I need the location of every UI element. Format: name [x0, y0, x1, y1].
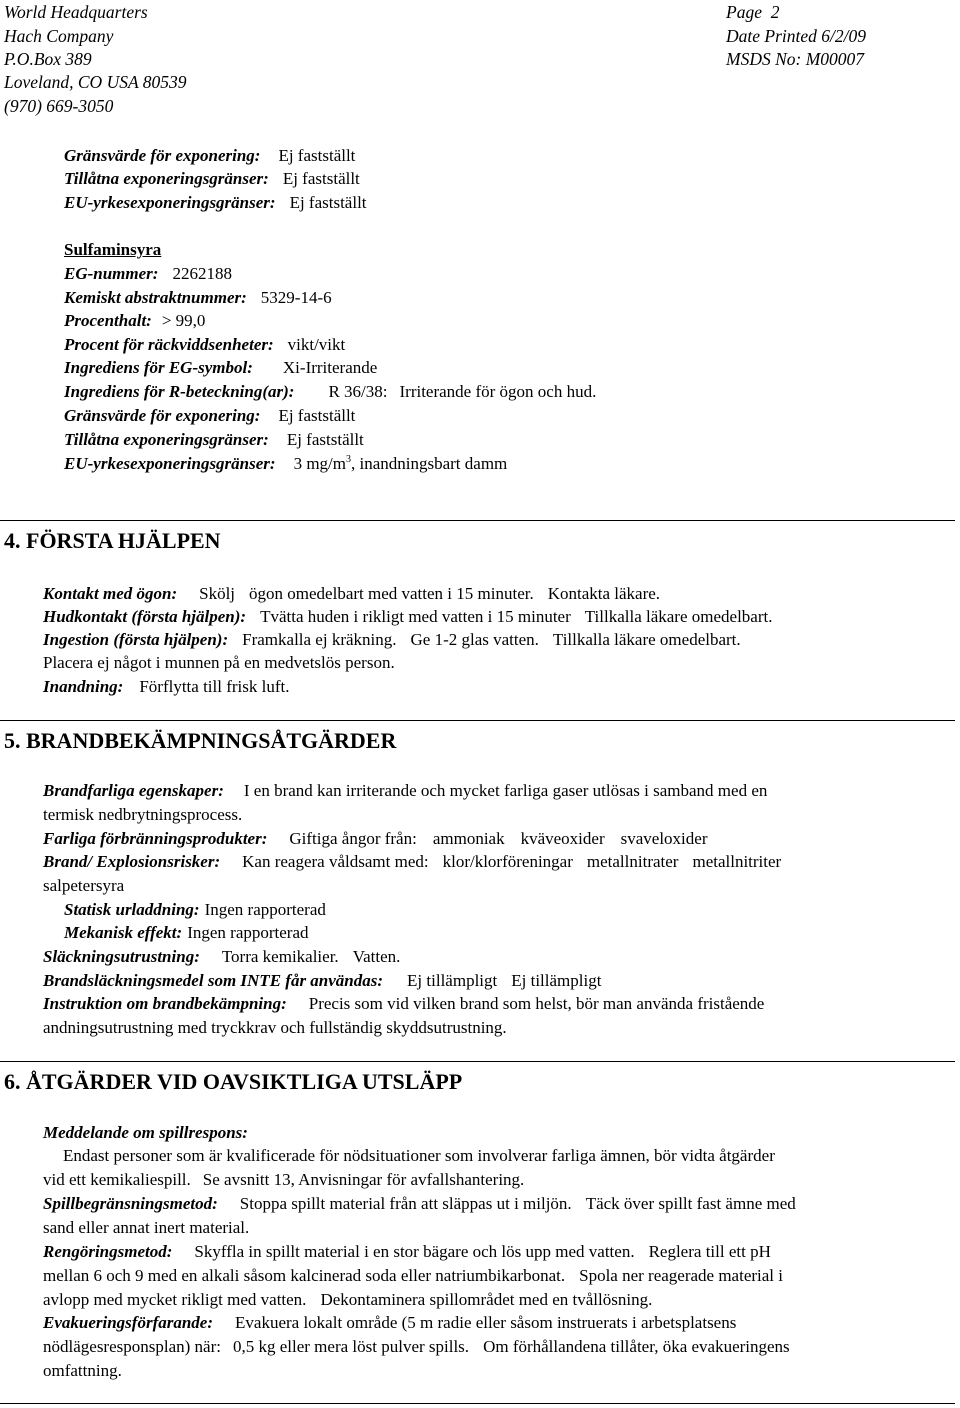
section-divider — [0, 1061, 955, 1062]
inhalation-row: Inandning: Förflytta till frisk luft. — [43, 677, 290, 696]
explosion-hazard-row: Brand/ Explosionsrisker: Kan reagera våldsamt med: klor/klorföreningar metallnitrater metallnitriter — [43, 852, 782, 871]
header-line-3: P.O.Box 389 — [4, 49, 92, 69]
eg-symbol-row: Ingrediens för EG-symbol: Xi-Irriterande — [64, 358, 378, 377]
firefighting-instruction-line-2: andningsutrustning med tryckkrav och fullständig skyddsutrustning. — [43, 1018, 507, 1037]
unsuitable-media-row: Brandsläckningsmedel som INTE får användas: Ej tillämpligt Ej tillämpligt — [43, 971, 602, 990]
header-line-5: (970) 669-3050 — [4, 96, 114, 116]
header-line-4: Loveland, CO USA 80539 — [4, 72, 187, 92]
eu-limit-row: EU-yrkesexponeringsgränser: 3 $mg/m^3$, inandningsbart damm — [64, 454, 508, 473]
skin-contact-row: Hudkontakt (första hjälpen): Tvätta huden i rikligt med vatten i 15 minuter Tillkalla läkare omedelbart. — [43, 607, 773, 626]
r-phrase-row: Ingrediens för R-beteckning(ar): R 36/38: Irriterande för ögon och hud. — [64, 382, 597, 401]
spill-response-line-2: vid ett kemikaliespill. Se avsnitt 13, Anvisningar för avfallshantering. — [43, 1170, 525, 1189]
explosion-hazard-line-2: salpetersyra — [43, 876, 125, 895]
permitted-limit-row: Tillåtna exponeringsgränser: Ej fastställt — [64, 169, 360, 188]
cas-number-row: Kemiskt abstraktnummer: 5329-14-6 — [64, 288, 332, 307]
mechanical-effect-row: Mekanisk effekt: Ingen rapporterad — [64, 923, 309, 942]
spill-response-label: Meddelande om spillrespons: — [43, 1123, 248, 1142]
firefighting-instruction-row: Instruktion om brandbekämpning: Precis som vid vilken brand som helst, bör man använda fristående — [43, 994, 765, 1013]
section-divider — [0, 520, 955, 521]
eg-number-row: EG-nummer: 2262188 — [64, 264, 232, 283]
section-4-title: 4. FÖRSTA HJÄLPEN — [4, 528, 221, 553]
cleanup-line-2: mellan 6 och 9 med en alkali såsom kalcinerad soda eller natriumbikarbonat. Spola ner reagerade material i — [43, 1266, 784, 1285]
msds-number: MSDS No: M00007 — [726, 49, 865, 69]
ingredient-title: Sulfaminsyra — [64, 240, 162, 259]
cleanup-line-3: avlopp med mycket rikligt med vatten. Dekontaminera spillområdet med en tvållösning. — [43, 1290, 653, 1309]
section-6-title: 6. ÅTGÄRDER VID OAVSIKTLIGA UTSLÄPP — [4, 1069, 463, 1094]
spill-response-line-1: Endast personer som är kvalificerade för nödsituationer som involverar farliga ämnen, bör vidta åtgärder — [63, 1146, 775, 1165]
evacuation-line-3: omfattning. — [43, 1361, 122, 1380]
page-number: Page 2 — [726, 2, 780, 22]
flammability-line-2: termisk nedbrytningsprocess. — [43, 805, 243, 824]
section-5-title: 5. BRANDBEKÄMPNINGSÅTGÄRDER — [4, 728, 397, 753]
static-discharge-row: Statisk urladdning: Ingen rapporterad — [64, 900, 326, 919]
permitted-limit-row: Tillåtna exponeringsgränser: Ej fastställt — [64, 430, 364, 449]
extinguishing-media-row: Släckningsutrustning: Torra kemikalier. Vatten. — [43, 947, 401, 966]
section-divider — [0, 1403, 955, 1404]
header-line-2: Hach Company — [4, 26, 114, 46]
combustion-products-row: Farliga förbränningsprodukter: Giftiga ångor från: ammoniak kväveoxider svaveloxider — [43, 829, 708, 848]
evacuation-line-2: nödlägesresponsplan) när: 0,5 kg eller mera löst pulver spills. Om förhållandena tillåter, öka evakueringens — [43, 1337, 790, 1356]
exposure-limit-row: Gränsvärde för exponering: Ej fastställt — [64, 406, 356, 425]
header-line-1: World Headquarters — [4, 2, 148, 22]
date-printed: Date Printed 6/2/09 — [726, 26, 866, 46]
exposure-limit-row: Gränsvärde för exponering: Ej fastställt — [64, 146, 356, 165]
ingestion-line-2: Placera ej något i munnen på en medvetslös person. — [43, 653, 395, 672]
containment-line-2: sand eller annat inert material. — [43, 1218, 250, 1237]
section-divider — [0, 720, 955, 721]
percent-row: Procenthalt: > 99,0 — [64, 311, 206, 330]
flammability-row: Brandfarliga egenskaper: I en brand kan irriterande och mycket farliga gaser utlösas i samband med en — [43, 781, 768, 800]
cleanup-row: Rengöringsmetod: Skyffla in spillt material i en stor bägare och lös upp med vatten. Reglera till ett pH — [43, 1242, 771, 1261]
range-unit-row: Procent för räckviddsenheter: vikt/vikt — [64, 335, 346, 354]
evacuation-row: Evakueringsförfarande: Evakuera lokalt område (5 m radie eller såsom instruerats i arbetsplatsens — [43, 1313, 737, 1332]
ingestion-row: Ingestion (första hjälpen): Framkalla ej kräkning. Ge 1-2 glas vatten. Tillkalla läkare omedelbart. — [43, 630, 741, 649]
eye-contact-row: Kontakt med ögon: Skölj ögon omedelbart med vatten i 15 minuter. Kontakta läkare. — [43, 584, 661, 603]
containment-row: Spillbegränsningsmetod: Stoppa spillt material från att släppas ut i miljön. Täck över spillt fast ämne med — [43, 1194, 796, 1213]
eu-limit-row: EU-yrkesexponeringsgränser: Ej fastställt — [64, 193, 367, 212]
